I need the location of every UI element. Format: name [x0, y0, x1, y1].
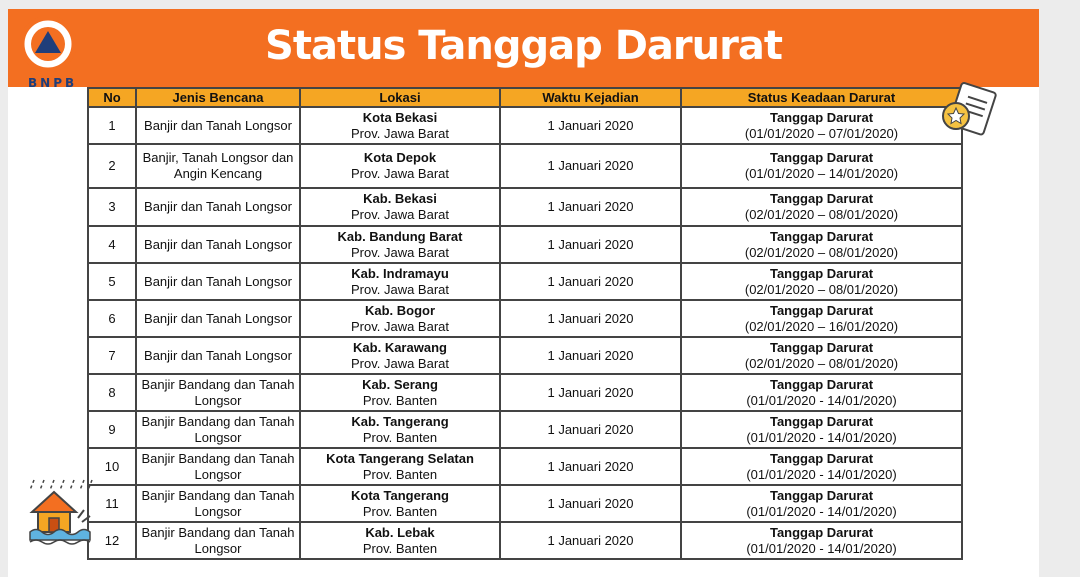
status-label: Tanggap Darurat [769, 524, 874, 540]
flood-house-icon [28, 478, 96, 548]
document-star-icon [936, 80, 1000, 142]
row-number: 9 [108, 421, 116, 437]
table-row [88, 144, 962, 188]
header-lokasi: Lokasi [300, 88, 500, 107]
province-name: Prov. Jawa Barat [350, 318, 450, 334]
row-number: 5 [108, 273, 116, 289]
status-label: Tanggap Darurat [769, 302, 874, 318]
cell-status [681, 188, 962, 226]
status-label: Tanggap Darurat [769, 376, 874, 392]
location-name: Kab. Lebak [365, 524, 435, 540]
status-period: (02/01/2020 – 08/01/2020) [744, 207, 899, 222]
cell-no [88, 107, 136, 144]
cell-no [88, 226, 136, 263]
status-label: Tanggap Darurat [769, 191, 874, 206]
location-name: Kab. Tangerang [351, 413, 449, 429]
cell-lokasi [300, 337, 500, 374]
page-title: Status Tanggap Darurat [265, 23, 782, 69]
cell-lokasi [300, 226, 500, 263]
disaster-type: Banjir dan Tanah Longsor [144, 199, 292, 214]
event-date: 1 Januari 2020 [547, 117, 634, 133]
location-name: Kab. Bandung Barat [337, 228, 463, 244]
disaster-type: Banjir Bandang dan Tanah Longsor [141, 450, 295, 482]
table-row [88, 374, 962, 411]
table-row [88, 522, 962, 559]
logo-text: BNPB [28, 76, 78, 90]
status-label: Tanggap Darurat [769, 109, 874, 125]
table-row [88, 300, 962, 337]
cell-waktu-kejadian [500, 300, 681, 337]
province-name: Prov. Banten [362, 466, 438, 482]
status-label: Tanggap Darurat [769, 228, 874, 244]
status-label: Tanggap Darurat [769, 487, 874, 503]
cell-status [681, 300, 962, 337]
cell-jenis-bencana [136, 337, 300, 374]
header-waktu-kejadian: Waktu Kejadian [500, 88, 681, 107]
row-number: 6 [108, 310, 116, 326]
row-number: 2 [108, 158, 116, 173]
row-number: 12 [104, 532, 120, 548]
cell-lokasi [300, 300, 500, 337]
cell-lokasi [300, 448, 500, 485]
cell-jenis-bencana [136, 263, 300, 300]
table-row [88, 263, 962, 300]
location-name: Kota Tangerang Selatan [326, 450, 474, 466]
header-status-keadaan-darurat: Status Keadaan Darurat [681, 88, 962, 107]
cell-waktu-kejadian [500, 144, 681, 188]
table-row [88, 226, 962, 263]
row-number: 8 [108, 384, 116, 400]
table-row [88, 107, 962, 144]
cell-lokasi [300, 188, 500, 226]
cell-waktu-kejadian [500, 226, 681, 263]
cell-status [681, 411, 962, 448]
header-bar [8, 9, 1039, 87]
cell-status [681, 448, 962, 485]
province-name: Prov. Banten [362, 503, 438, 519]
table-row [88, 188, 962, 226]
status-period: (01/01/2020 - 14/01/2020) [746, 503, 897, 519]
cell-jenis-bencana [136, 411, 300, 448]
event-date: 1 Januari 2020 [547, 532, 634, 548]
status-period: (02/01/2020 – 08/01/2020) [744, 244, 899, 260]
status-period: (01/01/2020 - 14/01/2020) [746, 392, 897, 408]
cell-lokasi [300, 374, 500, 411]
disaster-type: Banjir dan Tanah Longsor [144, 117, 292, 133]
cell-lokasi [300, 485, 500, 522]
province-name: Prov. Banten [362, 392, 438, 408]
province-name: Prov. Jawa Barat [350, 281, 450, 297]
cell-status [681, 522, 962, 559]
cell-jenis-bencana [136, 144, 300, 188]
cell-status [681, 374, 962, 411]
event-date: 1 Januari 2020 [547, 495, 634, 511]
cell-waktu-kejadian [500, 522, 681, 559]
disaster-type: Banjir dan Tanah Longsor [144, 236, 292, 252]
cell-no [88, 411, 136, 448]
event-date: 1 Januari 2020 [547, 421, 634, 437]
disaster-type: Banjir, Tanah Longsor dan Angin Kencang [142, 150, 294, 181]
cell-status [681, 485, 962, 522]
cell-status [681, 144, 962, 188]
cell-waktu-kejadian [500, 188, 681, 226]
province-name: Prov. Jawa Barat [350, 355, 450, 371]
table-header-row [88, 88, 962, 107]
disaster-type: Banjir Bandang dan Tanah Longsor [141, 413, 295, 445]
disaster-type: Banjir Bandang dan Tanah Longsor [141, 376, 295, 408]
table-row [88, 485, 962, 522]
cell-jenis-bencana [136, 448, 300, 485]
header-no: No [88, 88, 136, 107]
cell-lokasi [300, 263, 500, 300]
event-date: 1 Januari 2020 [547, 158, 634, 173]
cell-jenis-bencana [136, 107, 300, 144]
cell-jenis-bencana [136, 226, 300, 263]
disaster-type: Banjir dan Tanah Longsor [144, 310, 292, 326]
row-number: 4 [108, 236, 116, 252]
disaster-type: Banjir Bandang dan Tanah Longsor [141, 524, 295, 556]
event-date: 1 Januari 2020 [547, 273, 634, 289]
cell-waktu-kejadian [500, 263, 681, 300]
cell-no [88, 300, 136, 337]
cell-lokasi [300, 411, 500, 448]
table-row [88, 448, 962, 485]
location-name: Kab. Karawang [353, 339, 447, 355]
province-name: Prov. Banten [362, 540, 438, 556]
cell-waktu-kejadian [500, 448, 681, 485]
event-date: 1 Januari 2020 [547, 310, 634, 326]
event-date: 1 Januari 2020 [547, 236, 634, 252]
disaster-type: Banjir dan Tanah Longsor [144, 347, 292, 363]
status-period: (02/01/2020 – 08/01/2020) [744, 355, 899, 371]
cell-jenis-bencana [136, 522, 300, 559]
status-period: (01/01/2020 – 14/01/2020) [744, 166, 899, 181]
cell-no [88, 337, 136, 374]
status-label: Tanggap Darurat [769, 450, 874, 466]
cell-status [681, 107, 962, 144]
location-name: Kota Depok [363, 150, 437, 165]
cell-no [88, 263, 136, 300]
cell-lokasi [300, 144, 500, 188]
cell-jenis-bencana [136, 374, 300, 411]
row-number: 10 [104, 458, 120, 474]
cell-status [681, 226, 962, 263]
status-label: Tanggap Darurat [769, 265, 874, 281]
province-name: Prov. Jawa Barat [350, 207, 450, 222]
cell-waktu-kejadian [500, 485, 681, 522]
status-period: (02/01/2020 – 08/01/2020) [744, 281, 899, 297]
header-jenis-bencana: Jenis Bencana [136, 88, 300, 107]
location-name: Kab. Bogor [364, 302, 436, 318]
province-name: Prov. Jawa Barat [350, 125, 450, 141]
location-name: Kota Bekasi [362, 109, 438, 125]
cell-waktu-kejadian [500, 374, 681, 411]
event-date: 1 Januari 2020 [547, 458, 634, 474]
province-name: Prov. Jawa Barat [350, 244, 450, 260]
event-date: 1 Januari 2020 [547, 347, 634, 363]
table-row [88, 411, 962, 448]
cell-status [681, 337, 962, 374]
cell-no [88, 144, 136, 188]
status-label: Tanggap Darurat [769, 339, 874, 355]
cell-jenis-bencana [136, 300, 300, 337]
status-period: (01/01/2020 - 14/01/2020) [746, 429, 897, 445]
status-period: (01/01/2020 - 14/01/2020) [746, 540, 897, 556]
disaster-type: Banjir dan Tanah Longsor [144, 273, 292, 289]
status-label: Tanggap Darurat [769, 413, 874, 429]
cell-jenis-bencana [136, 188, 300, 226]
row-number: 3 [108, 199, 116, 214]
location-name: Kota Tangerang [351, 487, 449, 503]
province-name: Prov. Jawa Barat [350, 166, 450, 181]
event-date: 1 Januari 2020 [547, 384, 634, 400]
location-name: Kab. Bekasi [363, 191, 437, 206]
location-name: Kab. Indramayu [351, 265, 449, 281]
event-date: 1 Januari 2020 [547, 199, 634, 214]
row-number: 1 [108, 117, 116, 133]
status-period: (01/01/2020 - 14/01/2020) [746, 466, 897, 482]
row-number: 11 [105, 495, 119, 511]
province-name: Prov. Banten [362, 429, 438, 445]
cell-no [88, 188, 136, 226]
bnpb-logo-icon [20, 16, 80, 92]
cell-status [681, 263, 962, 300]
location-name: Kab. Serang [362, 376, 438, 392]
cell-lokasi [300, 107, 500, 144]
cell-waktu-kejadian [500, 411, 681, 448]
status-label: Tanggap Darurat [769, 150, 874, 165]
status-table [87, 87, 963, 560]
cell-waktu-kejadian [500, 107, 681, 144]
row-number: 7 [108, 347, 116, 363]
table-row [88, 337, 962, 374]
disaster-type: Banjir Bandang dan Tanah Longsor [141, 487, 295, 519]
cell-lokasi [300, 522, 500, 559]
cell-waktu-kejadian [500, 337, 681, 374]
status-period: (02/01/2020 – 16/01/2020) [744, 318, 899, 334]
cell-no [88, 374, 136, 411]
status-period: (01/01/2020 – 07/01/2020) [744, 125, 899, 141]
cell-jenis-bencana [136, 485, 300, 522]
